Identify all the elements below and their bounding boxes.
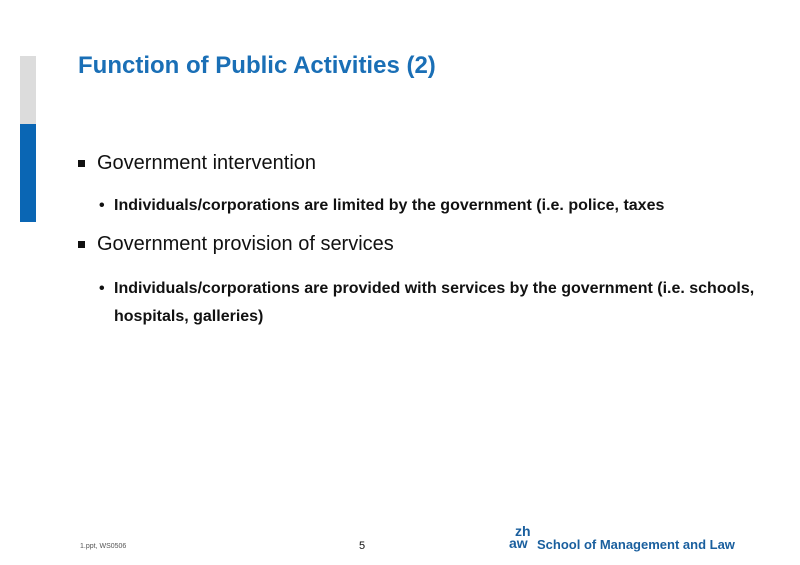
accent-bar-blue xyxy=(20,124,36,222)
round-bullet-icon: • xyxy=(99,280,105,297)
logo-aw: aw xyxy=(509,535,528,551)
accent-bar-grey xyxy=(20,56,36,124)
bullet-text: Government provision of services xyxy=(97,233,394,255)
page-number: 5 xyxy=(359,540,366,552)
zhaw-logo xyxy=(509,524,749,554)
slide-title: Function of Public Activities (2) xyxy=(78,52,436,79)
sub-bullet-text: Individuals/corporations are limited by the government (i.e. police, taxes xyxy=(114,197,665,214)
square-bullet-icon xyxy=(78,241,85,248)
sub-bullet-text: Individuals/corporations are provided with services by the government (i.e. schools, hospitals, galleries) xyxy=(114,280,755,325)
footer-file-label: 1.ppt, WS0506 xyxy=(80,543,127,550)
square-bullet-icon xyxy=(78,160,85,167)
bullet-text: Government intervention xyxy=(97,152,317,174)
logo-school-name: School of Management and Law xyxy=(537,537,735,552)
round-bullet-icon: • xyxy=(99,197,105,214)
logo-zh: zh xyxy=(515,523,531,539)
